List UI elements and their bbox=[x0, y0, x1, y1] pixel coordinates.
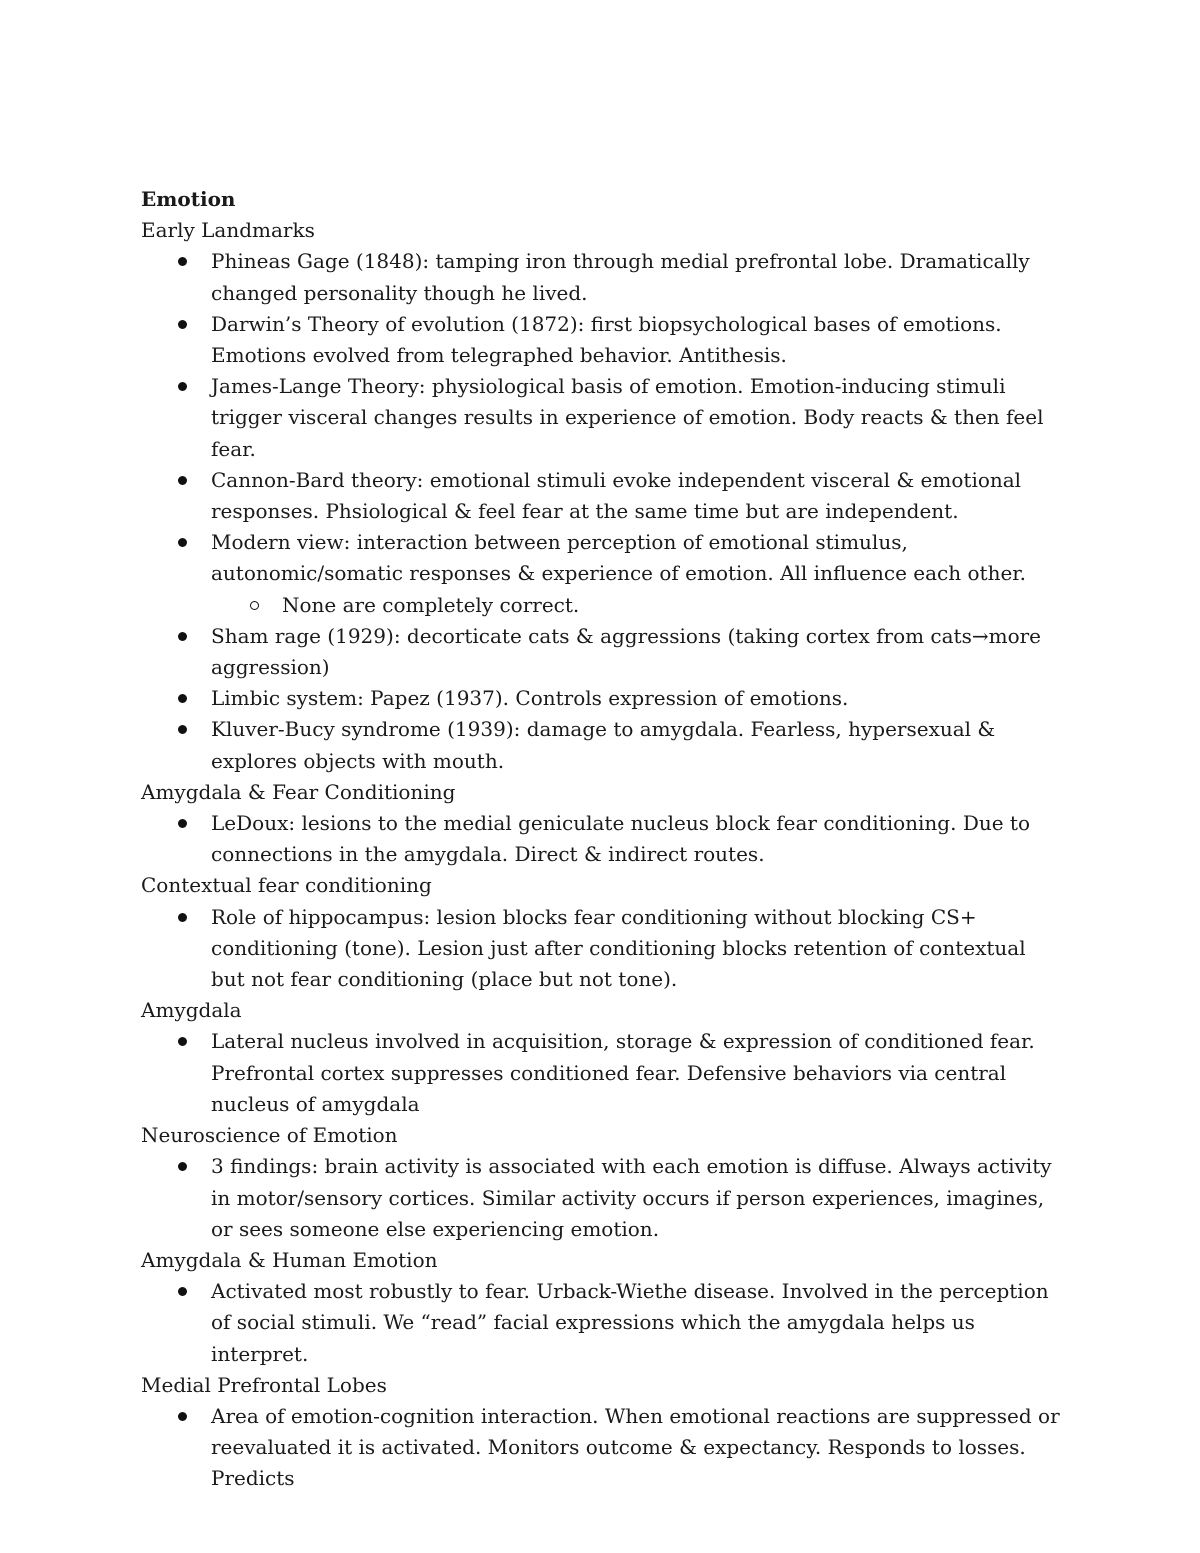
list-item-text: James-Lange Theory: physiological basis of emotion. Emotion-inducing stimuli trigger visceral changes results in experience of emotion. Body reacts & then feel fear. bbox=[211, 374, 1044, 461]
list-item bbox=[211, 1151, 1061, 1245]
bullet-list bbox=[141, 246, 1061, 776]
list-item-text: Phineas Gage (1848): tamping iron through medial prefrontal lobe. Dramatically changed personality though he lived. bbox=[211, 249, 1030, 305]
document-body bbox=[141, 184, 1061, 1495]
list-item bbox=[211, 621, 1061, 683]
bullet-list bbox=[141, 1151, 1061, 1245]
sections-container bbox=[141, 215, 1061, 1494]
section-heading: Amygdala & Human Emotion bbox=[141, 1247, 438, 1272]
list-item bbox=[211, 527, 1061, 621]
list-item-text: Limbic system: Papez (1937). Controls expression of emotions. bbox=[211, 686, 849, 711]
list-item bbox=[211, 246, 1061, 308]
list-item bbox=[211, 902, 1061, 996]
list-item-text: Role of hippocampus: lesion blocks fear conditioning without blocking CS+ conditioning (tone). Lesion just after conditioning blocks retention of contextual but not fear conditioning (place but not tone). bbox=[211, 904, 1026, 992]
list-item-text: Area of emotion-cognition interaction. When emotional reactions are suppressed or reevaluated it is activated. Monitors outcome & expectancy. Responds to losses. Predicts bbox=[211, 1403, 1060, 1491]
list-item bbox=[211, 683, 1061, 714]
bullet-list bbox=[141, 808, 1061, 870]
section-heading: Early Landmarks bbox=[141, 218, 315, 243]
list-item bbox=[211, 1026, 1061, 1120]
list-item-text: Modern view: interaction between perception of emotional stimulus, autonomic/somatic responses & experience of emotion. All influence each other. bbox=[211, 530, 1027, 586]
bullet-list bbox=[141, 1401, 1061, 1495]
list-item bbox=[211, 1276, 1061, 1370]
section-heading: Amygdala bbox=[141, 998, 242, 1023]
list-item-text: Darwin’s Theory of evolution (1872): first biopsychological bases of emotions. Emotions evolved from telegraphed behavior. Antithesis. bbox=[211, 311, 1002, 368]
list-item-text: LeDoux: lesions to the medial geniculate nucleus block fear conditioning. Due to connections in the amygdala. Direct & indirect routes. bbox=[211, 811, 1031, 867]
list-item-text: Sham rage (1929): decorticate cats & aggressions (taking cortex from cats→more aggression) bbox=[211, 623, 1042, 680]
list-item-text: Kluver-Bucy syndrome (1939): damage to amygdala. Fearless, hypersexual & explores objects with mouth. bbox=[211, 717, 996, 773]
list-item-text: Activated most robustly to fear. Urback-Wiethe disease. Involved in the perception of social stimuli. We “read” facial expressions which the amygdala helps us interpret. bbox=[211, 1279, 1049, 1366]
section-heading: Neuroscience of Emotion bbox=[141, 1123, 398, 1148]
section-heading: Contextual fear conditioning bbox=[141, 873, 432, 898]
bullet-list bbox=[141, 1026, 1061, 1120]
document-title: Emotion bbox=[141, 187, 236, 211]
list-item bbox=[211, 714, 1061, 776]
sub-list-item: None are completely correct. bbox=[282, 590, 1061, 621]
list-item bbox=[211, 309, 1061, 371]
list-item-text: Cannon-Bard theory: emotional stimuli evoke independent visceral & emotional responses. Phsiological & feel fear at the same time but are independent. bbox=[211, 467, 1022, 524]
bullet-list bbox=[141, 1276, 1061, 1370]
sub-bullet-list bbox=[211, 590, 1061, 621]
section-heading: Amygdala & Fear Conditioning bbox=[141, 779, 456, 804]
list-item bbox=[211, 465, 1061, 527]
list-item-text: 3 findings: brain activity is associated with each emotion is diffuse. Always activity in motor/sensory cortices. Similar activity occurs if person experiences, imagines, or sees someone else experiencing emotion. bbox=[211, 1154, 1052, 1241]
section-heading: Medial Prefrontal Lobes bbox=[141, 1372, 387, 1397]
list-item bbox=[211, 371, 1061, 465]
list-item bbox=[211, 1401, 1061, 1495]
bullet-list bbox=[141, 902, 1061, 996]
list-item-text: Lateral nucleus involved in acquisition, storage & expression of conditioned fear. Prefrontal cortex suppresses conditioned fear. Defensive behaviors via central nucleus of amygdala bbox=[211, 1029, 1035, 1116]
list-item bbox=[211, 808, 1061, 870]
